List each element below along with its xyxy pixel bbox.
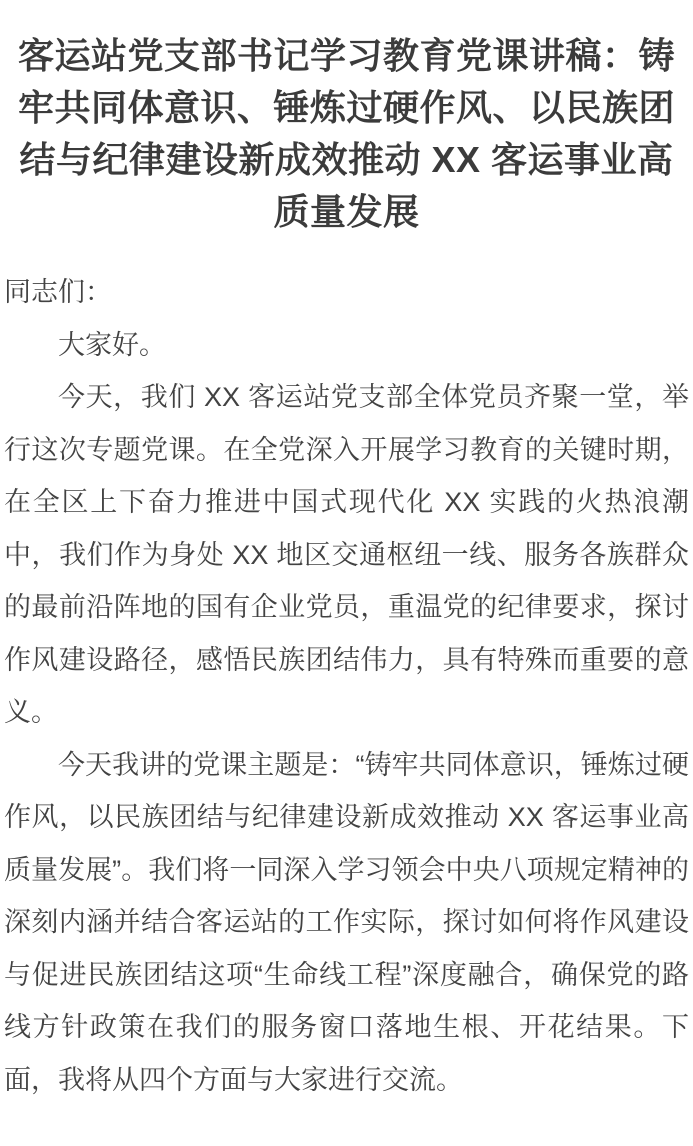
document-title: 客运站党支部书记学习教育党课讲稿：铸牢共同体意识、锤炼过硬作风、以民族团结与纪律建设新成效推动 XX 客运事业高质量发展: [17, 35, 675, 232]
paragraph: 今天我讲的党课主题是：“铸牢共同体意识，锤炼过硬作风，以民族团结与纪律建设新成效推动 XX 客运事业高质量发展”。我们将一同深入学习领会中央八项规定精神的深刻内涵并结合客运站的工作实际，探讨如何将作风建设与促进民族团结这项“生命线工程”深度融合，确保党的路线方针政策在我们的服务窗口落地生根、开花结果。下面，我将从四个方面与大家进行交流。: [4, 749, 689, 1095]
paragraph-list: [4, 266, 689, 1106]
paragraph: 大家好。: [58, 329, 166, 360]
paragraph: 同志们：: [4, 277, 112, 307]
paragraph: 今天，我们 XX 客运站党支部全体党员齐聚一堂，举行这次专题党课。在全党深入开展学习教育的关键时期，在全区上下奋力推进中国式现代化 XX 实践的火热浪潮中，我们作为身处 XX 地区交通枢纽一线、服务各族群众的最前沿阵地的国有企业党员，重温党的纪律要求，探讨作风建设路径，感悟民族团结伟力，具有特殊而重要的意义。: [4, 382, 689, 727]
